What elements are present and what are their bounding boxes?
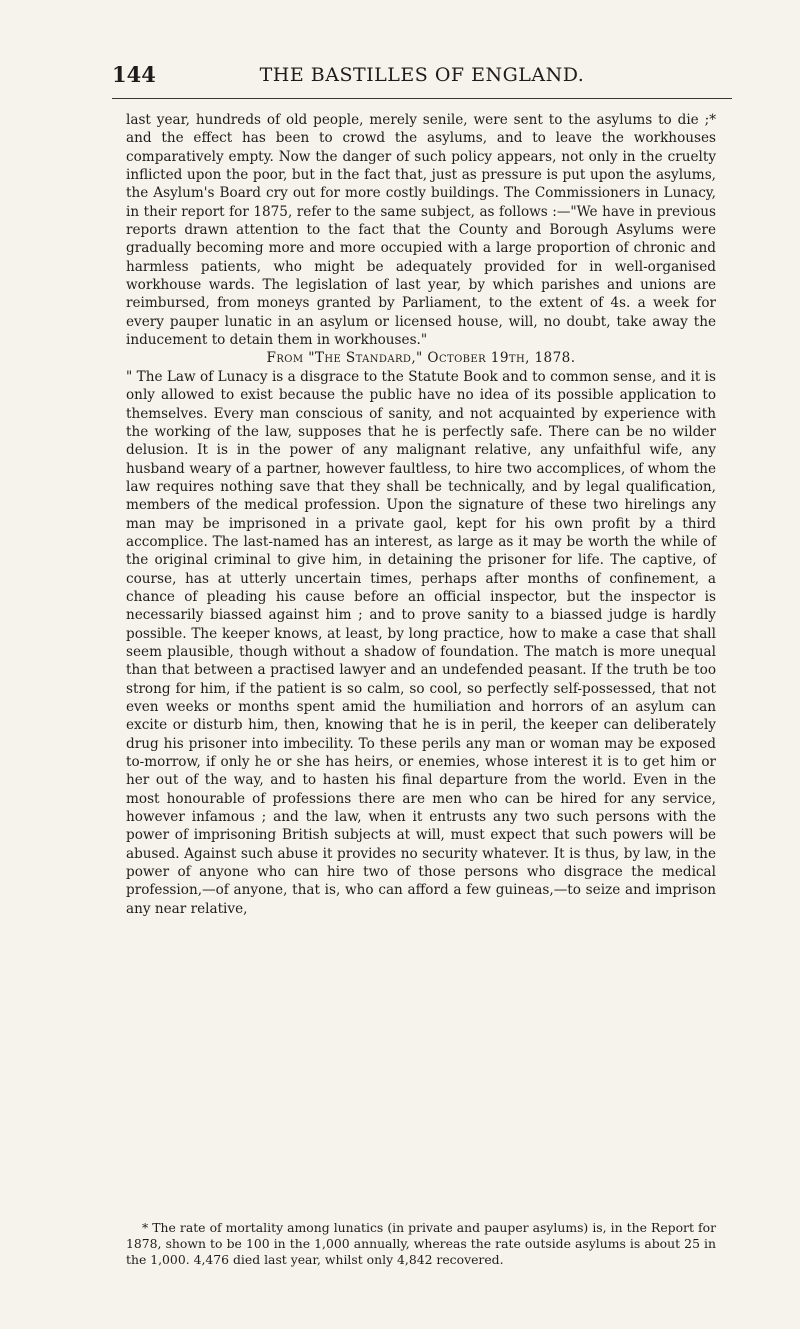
main-text: [126, 111, 716, 918]
section-heading: From "The Standard," October 19th, 1878.: [266, 350, 576, 367]
page-number: 144: [112, 62, 156, 87]
page-header: [112, 62, 732, 99]
paragraph-continued: last year, hundreds of old people, merely senile, were sent to the asylums to die ;* and the effect has been to crowd the asylums, and to leave the workhouses comparatively empty. Now the danger of such policy appears, not only in the cruelty inflicted upon the poor, but in the fact that, just as pressure is put upon the asylums, the Asylum's Board cry out for more costly buildings. The Commissioners in Lunacy, in their report for 1875, refer to the same subject, as follows :—"We have in previous reports drawn attention to the fact that the County and Borough Asylums were gradually becoming more and more occupied with a large proportion of chronic and harmless patients, who might be adequately provided for in well-organised workhouse wards. The legislation of last year, by which parishes and unions are reimbursed, from moneys granted by Parliament, to the extent of 4s. a week for every pauper lunatic in an asylum or licensed house, will, no doubt, take away the inducement to detain them in workhouses.": [126, 112, 716, 349]
footnote-text: * The rate of mortality among lunatics (in private and pauper asylums) is, in the Report for 1878, shown to be 100 in the 1,000 annually, whereas the rate outside asylums is about 25 in the 1,000. 4,476 died last year, whilst only 4,842 recovered.: [126, 1220, 716, 1268]
running-title: THE BASTILLES OF ENGLAND.: [259, 64, 585, 86]
footnote: [126, 1220, 716, 1269]
quoted-paragraph: " The Law of Lunacy is a disgrace to the Statute Book and to common sense, and it is only allowed to exist because the public have no idea of its possible application to themselves. Every man conscious of sanity, and not acquainted by experience with the working of the law, supposes that he is perfectly safe. There can be no wilder delusion. It is in the power of any malignant relative, any unfaithful wife, any husband weary of a partner, however faultless, to hire two accomplices, of whom the law requires nothing save that they shall be technically, and by legal qualification, members of the medical profession. Upon the signature of these two hirelings any man may be imprisoned in a private gaol, kept for his own profit by a third accomplice. The last-named has an interest, as large as it may be worth the while of the original criminal to give him, in detaining the prisoner for life. The captive, of course, has at utterly uncertain times, perhaps after months of confinement, a chance of pleading his cause before an official inspector, but the inspector is necessarily biassed against him ; and to prove sanity to a biassed judge is hardly possible. The keeper knows, at least, by long practice, how to make a case that shall seem plausible, though without a shadow of foundation. The match is more unequal than that between a practised lawyer and an undefended peasant. If the truth be too strong for him, if the patient is so calm, so cool, so perfectly self-possessed, that not even weeks or months spent amid the humiliation and horrors of an asylum can excite or disturb him, then, knowing that he is in peril, the keeper can deliberately drug his prisoner into imbecility. To these perils any man or woman may be exposed to-morrow, if only he or she has heirs, or enemies, whose interest it is to get him or her out of the way, and to hasten his final departure from the world. Even in the most honourable of professions there are men who can be hired for any service, however infamous ; and the law, when it entrusts any two such persons with the power of imprisoning British subjects at will, must expect that such powers will be abused. Against such abuse it provides no security whatever. It is thus, by law, in the power of anyone who can hire two of those persons who disgrace the medical profession,—of anyone, that is, who can afford a few guineas,—to seize and imprison any near relative,: [126, 368, 716, 917]
